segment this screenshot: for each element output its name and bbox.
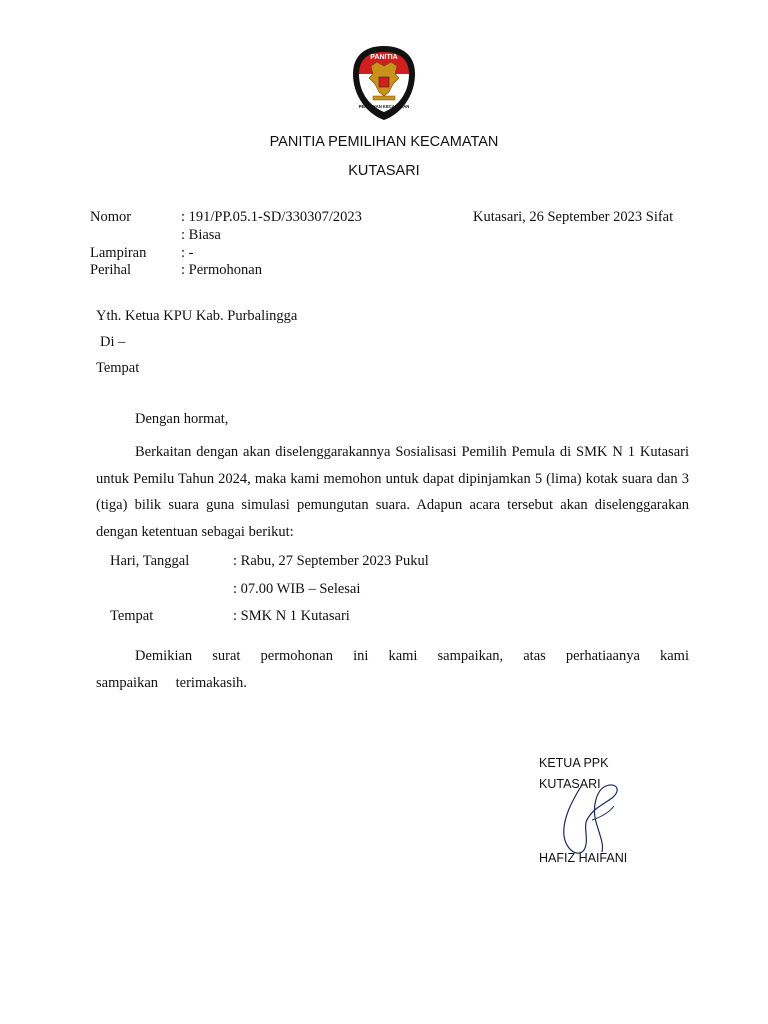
sifat-value: : Biasa [181, 227, 221, 243]
logo-top-text: PANITIA [370, 54, 398, 61]
tempat-value: : SMK N 1 Kutasari [233, 608, 350, 624]
logo-bottom-text: PEMILIHAN KECAMATAN [358, 104, 410, 109]
lampiran-value: : - [181, 245, 194, 261]
tempat-label: Tempat [110, 608, 154, 624]
closing-paragraph: Demikian surat permohonan ini kami sampaikan, atas perhatiaanya kami sampaikan terimakasih. [96, 648, 689, 691]
signature-title-1: KETUA PPK [539, 756, 609, 770]
perihal-label: Perihal [90, 262, 132, 278]
hari-label: Hari, Tanggal [110, 553, 190, 569]
signature-title-2: KUTASARI [539, 777, 601, 791]
perihal-value: : Permohonan [181, 262, 262, 278]
hari-value: : Rabu, 27 September 2023 Pukul [233, 553, 429, 569]
nomor-value: : 191/PP.05.1-SD/330307/2023 [181, 209, 362, 225]
recipient-line-2: Di – [100, 334, 126, 350]
signature-name: HAFIZ HAIFANI [539, 851, 628, 865]
recipient-line-1: Yth. Ketua KPU Kab. Purbalingga [96, 308, 298, 324]
ppk-logo [349, 44, 419, 122]
greeting: Dengan hormat, [135, 411, 229, 427]
lampiran-label: Lampiran [90, 245, 147, 261]
pukul-value: : 07.00 WIB – Selesai [233, 581, 361, 597]
header-line-1: PANITIA PEMILIHAN KECAMATAN [269, 134, 499, 150]
nomor-label: Nomor [90, 209, 132, 225]
place-date: Kutasari, 26 September 2023 Sifat [473, 209, 674, 225]
recipient-line-3: Tempat [96, 360, 140, 376]
paragraph-1: Berkaitan dengan akan diselenggarakannya Sosialisasi Pemilih Pemula di SMK N 1 Kutasari untuk Pemilu Tahun 2024, maka kami memohon untuk dapat dipinjamkan 5 (lima) kotak suara dan 3 (tiga) bilik suara guna simulasi pemungutan suara. Adapun acara tersebut akan diselenggarakan dengan ketentuan sebagai berikut: [96, 444, 689, 540]
header-line-2: KUTASARI [348, 163, 420, 179]
